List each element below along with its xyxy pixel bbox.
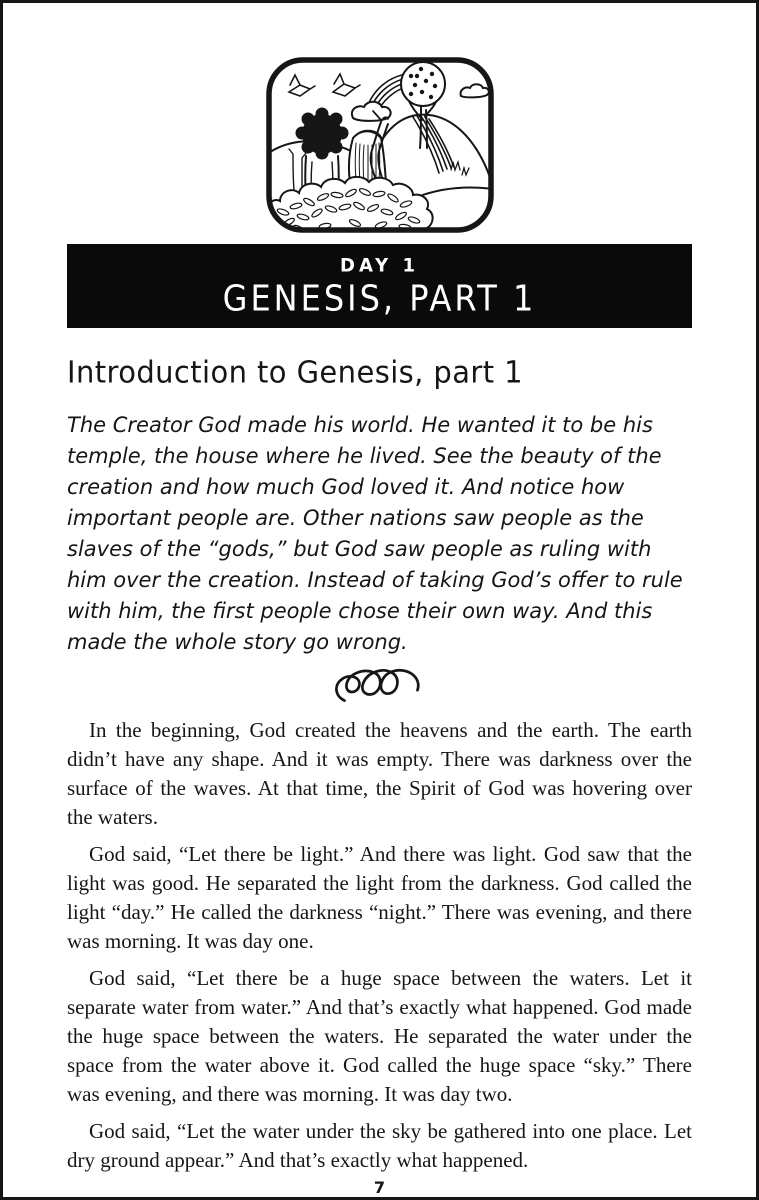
intro-paragraph: The Creator God made his world. He wanted it to be his temple, the house where he lived. See the beauty of the creation and how much God loved it. And notice how important people are. Other nations saw people as the slaves of the “gods,” but God saw people as ruling with him over the creation. Instead of taking God’s offer to rule with him, the first people chose their own way. And this made the whole story go wrong. — [67, 413, 683, 654]
body-paragraph: In the beginning, God created the heavens and the earth. The earth didn’t have any shape. And it was empty. There was darkness over the surface of the waves. At that time, the Spirit of God was hovering over the waters. — [67, 718, 692, 829]
page-number: 7 — [373, 1178, 386, 1197]
day-banner-title: GENESIS, PART 1 — [222, 276, 537, 320]
day-banner-kicker: DAY 1 — [340, 254, 419, 277]
body-paragraph: God said, “Let there be light.” And there was light. God saw that the light was good. He separated the light from the darkness. God called the light “day.” He called the darkness “night.” There was evening, and there was morning. It was day one. — [67, 842, 692, 953]
section-heading: Introduction to Genesis, part 1 — [67, 354, 523, 390]
bird-icon — [289, 75, 315, 96]
triple-loop-squiggle-icon — [330, 664, 430, 708]
body-paragraph: God said, “Let the water under the sky be gathered into one place. Let dry ground appear.” And that’s exactly what happened. — [67, 1119, 692, 1172]
day-banner — [67, 244, 692, 328]
small-cloud-icon — [460, 84, 488, 97]
bird-icon — [333, 74, 360, 96]
scripture-body — [67, 716, 692, 1175]
creation-scene-illustration — [265, 56, 495, 234]
body-paragraph: God said, “Let there be a huge space between the waters. Let it separate water from water.” And that’s exactly what happened. God made the huge space between the waters. He separated the water under the space from the water above it. God called the huge space “sky.” There was evening, and there was morning. It was day two. — [67, 966, 692, 1106]
